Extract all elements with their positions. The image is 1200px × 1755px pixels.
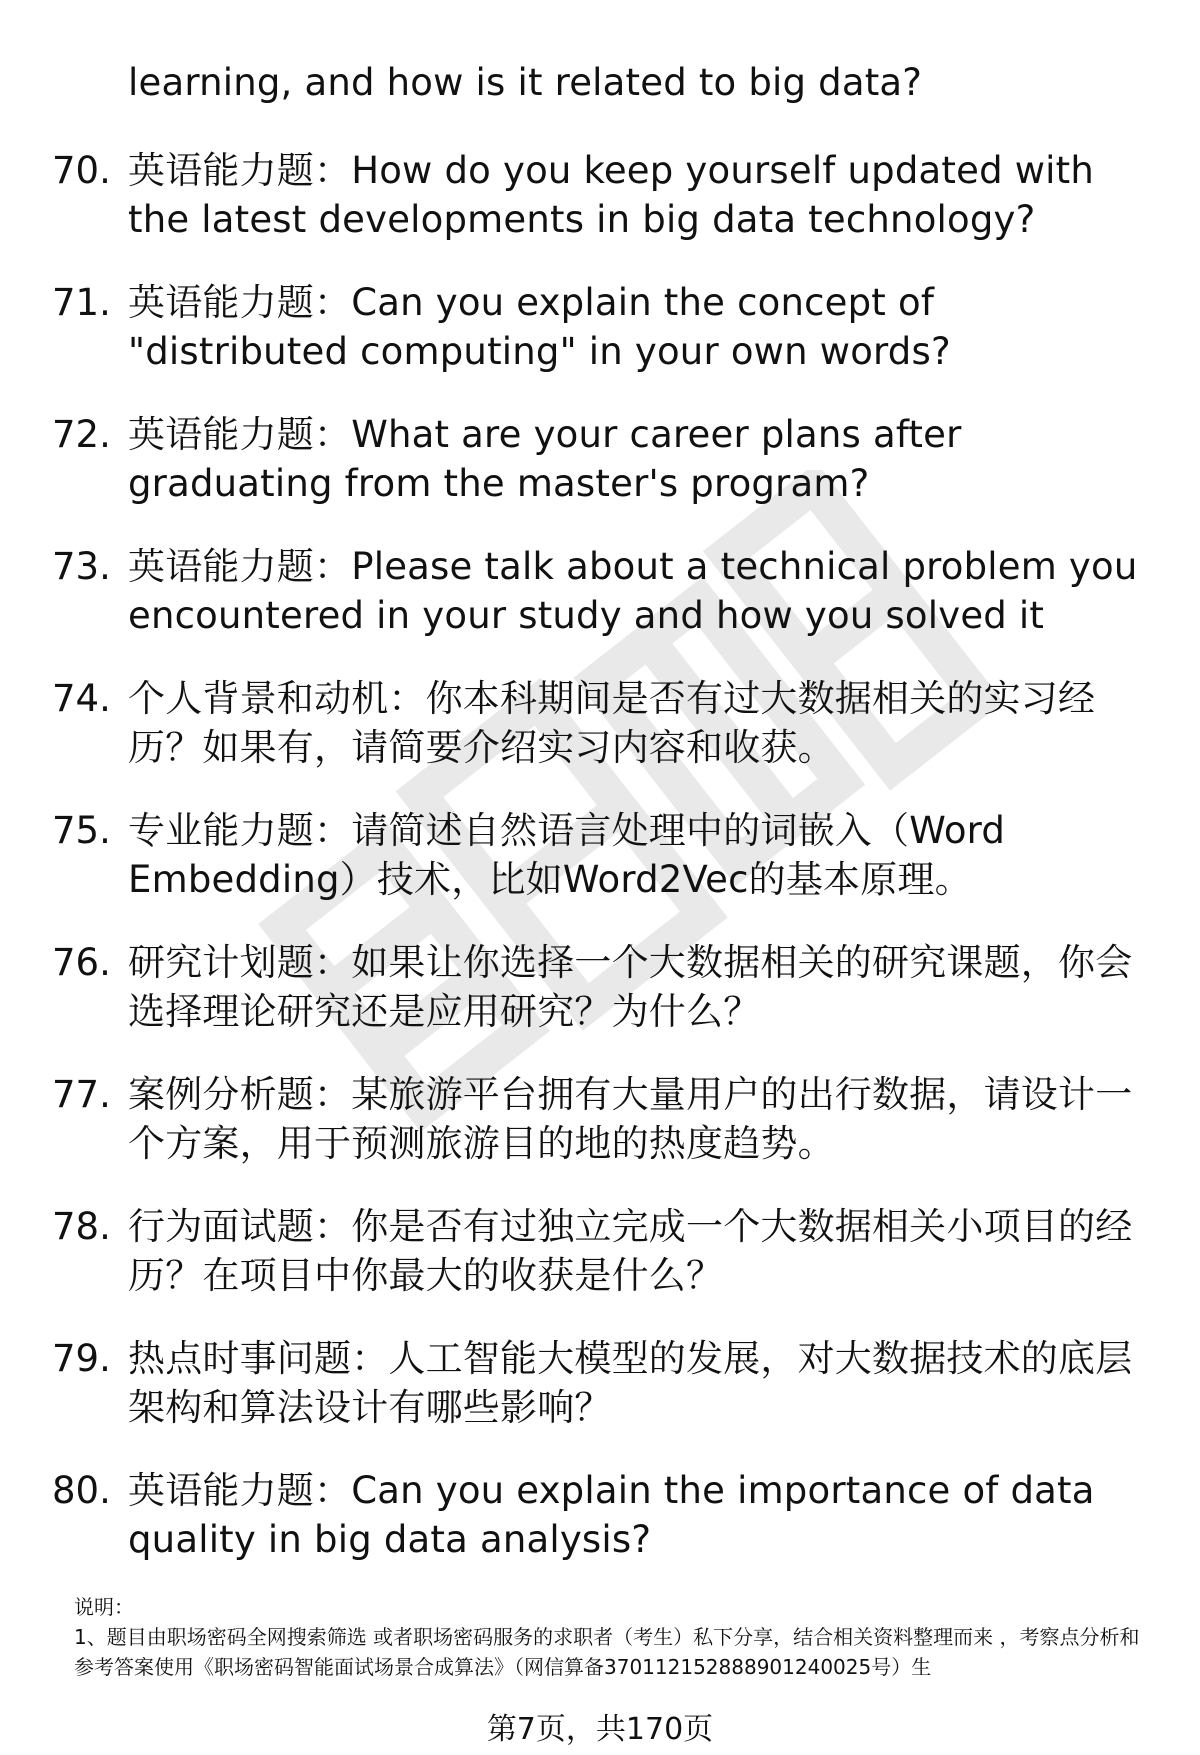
question-text: 英语能力题：What are your career plans after graduating from the master's program?	[128, 413, 962, 505]
question-number: 76.	[52, 941, 111, 984]
question-text: 研究计划题：如果让你选择一个大数据相关的研究课题，你会选择理论研究还是应用研究？为什么？	[128, 941, 1133, 1033]
question-number: 74.	[52, 677, 111, 720]
question-number: 79.	[52, 1337, 111, 1380]
list-item	[0, 798, 1200, 930]
question-text: 英语能力题：Can you explain the importance of data quality in big data analysis?	[128, 1469, 1095, 1561]
list-item	[0, 1194, 1200, 1326]
page-number-footer: 第7页，共170页	[486, 1712, 714, 1747]
question-number: 75.	[52, 809, 111, 852]
question-list	[0, 138, 1200, 1590]
question-number: 70.	[52, 149, 111, 192]
question-text: 英语能力题：Can you explain the concept of "distributed computing" in your own words?	[128, 281, 951, 373]
question-number: 77.	[52, 1073, 111, 1116]
list-item	[0, 402, 1200, 534]
list-item	[0, 1326, 1200, 1458]
question-text: 英语能力题：How do you keep yourself updated with the latest developments in big data technology?	[128, 149, 1095, 241]
question-number: 78.	[52, 1205, 111, 1248]
question-number: 80.	[52, 1469, 111, 1512]
question-number: 73.	[52, 545, 111, 588]
notes-section	[74, 1592, 1154, 1682]
question-text: 行为面试题：你是否有过独立完成一个大数据相关小项目的经历？在项目中你最大的收获是什么？	[128, 1205, 1133, 1297]
list-item	[0, 270, 1200, 402]
list-item	[0, 1458, 1200, 1590]
list-item	[0, 666, 1200, 798]
notes-item: 1、题目由职场密码全网搜索筛选 或者职场密码服务的求职者（考生）私下分享，结合相关资料整理而来 ，考察点分析和参考答案使用《职场密码智能面试场景合成算法》（网信算备370112152888901240025号）生	[74, 1625, 1140, 1679]
question-text: 专业能力题：请简述自然语言处理中的词嵌入（Word Embedding）技术，比如Word2Vec的基本原理。	[128, 809, 1006, 901]
continued-question-text: learning, and how is it related to big data?	[128, 61, 923, 104]
question-text: 个人背景和动机：你本科期间是否有过大数据相关的实习经历？如果有，请简要介绍实习内容和收获。	[128, 677, 1096, 769]
question-text: 热点时事问题：人工智能大模型的发展，对大数据技术的底层架构和算法设计有哪些影响？	[128, 1337, 1133, 1429]
list-item	[0, 930, 1200, 1062]
notes-heading: 说明：	[74, 1595, 134, 1619]
list-item	[0, 1062, 1200, 1194]
question-number: 71.	[52, 281, 111, 324]
list-item	[0, 534, 1200, 666]
list-item	[0, 138, 1200, 270]
question-text: 英语能力题：Please talk about a technical problem you encountered in your study and how you solved it	[128, 545, 1138, 637]
question-number: 72.	[52, 413, 111, 456]
question-text: 案例分析题：某旅游平台拥有大量用户的出行数据，请设计一个方案，用于预测旅游目的地的热度趋势。	[128, 1073, 1133, 1165]
